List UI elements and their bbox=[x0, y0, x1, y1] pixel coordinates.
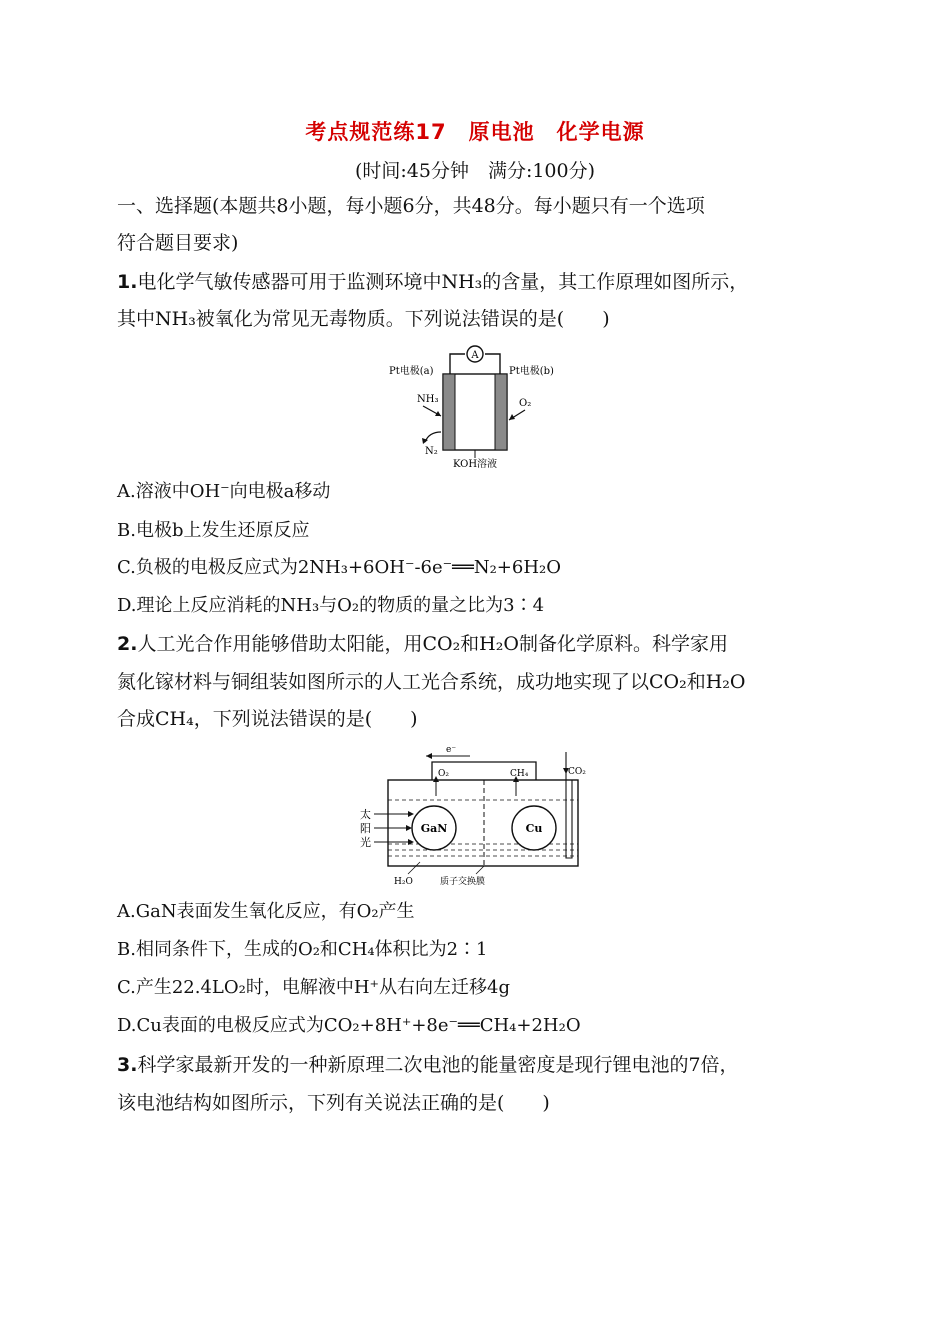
section-heading-line2: 符合题目要求) bbox=[117, 232, 239, 254]
question-1-option-c: C.负极的电极反应式为2NH₃+6OH⁻-6e⁻══N₂+6H₂O bbox=[117, 557, 561, 578]
electrode-b-label: Pt电极(b) bbox=[509, 366, 554, 377]
question-1-stem-text1: 电化学气敏传感器可用于监测环境中NH₃的含量，其工作原理如图所示， bbox=[137, 271, 749, 293]
o2-product-label: O₂ bbox=[438, 769, 449, 779]
koh-label: KOH溶液 bbox=[452, 459, 498, 470]
sensor-diagram bbox=[385, 340, 565, 470]
question-3-stem-line1 bbox=[117, 1053, 739, 1077]
sunlight-char-1: 太 bbox=[360, 808, 371, 821]
page-title: 考点规范练17 原电池 化学电源 bbox=[305, 120, 645, 144]
gan-label: GaN bbox=[420, 822, 448, 835]
question-1-option-d: D.理论上反应消耗的NH₃与O₂的物质的量之比为3∶4 bbox=[117, 595, 545, 616]
co2-label: CO₂ bbox=[568, 767, 586, 777]
h2o-label: H₂O bbox=[394, 877, 413, 887]
sunlight-char-3: 光 bbox=[360, 836, 371, 849]
sunlight-char-2: 阳 bbox=[360, 822, 371, 835]
photosynthesis-diagram bbox=[358, 740, 598, 888]
question-2-option-d: D.Cu表面的电极反应式为CO₂+8H⁺+8e⁻══CH₄+2H₂O bbox=[117, 1015, 581, 1036]
question-3-stem-text1: 科学家最新开发的一种新原理二次电池的能量密度是现行锂电池的7倍， bbox=[137, 1054, 739, 1076]
n2-arrow bbox=[425, 432, 441, 442]
question-2-stem-text1: 人工光合作用能够借助太阳能，用CO₂和H₂O制备化学原料。科学家用 bbox=[137, 633, 728, 655]
question-1-number: 1. bbox=[117, 271, 138, 293]
question-3-number: 3. bbox=[117, 1054, 138, 1076]
question-2-option-c: C.产生22.4LO₂时，电解液中H⁺从右向左迁移4g bbox=[117, 977, 511, 998]
question-1-stem-line2: 其中NH₃被氧化为常见无毒物质。下列说法错误的是( ) bbox=[117, 308, 610, 330]
ammeter-label: A bbox=[471, 350, 479, 361]
cu-label: Cu bbox=[525, 822, 543, 835]
circuit-wire-right bbox=[485, 354, 500, 376]
membrane-label: 质子交换膜 bbox=[440, 877, 486, 887]
question-1-stem-line1 bbox=[117, 270, 748, 294]
o2-label: O₂ bbox=[519, 398, 532, 409]
question-2-number: 2. bbox=[117, 633, 138, 655]
question-3-stem-line2: 该电池结构如图所示，下列有关说法正确的是( ) bbox=[117, 1092, 550, 1114]
question-2-stem-line1 bbox=[117, 632, 728, 656]
electron-label: e⁻ bbox=[446, 745, 457, 755]
ch4-product-label: CH₄ bbox=[510, 769, 529, 779]
question-2-stem-line3: 合成CH₄，下列说法错误的是( ) bbox=[117, 708, 418, 730]
section-heading-line1: 一、选择题(本题共8小题，每小题6分，共48分。每小题只有一个选项 bbox=[117, 195, 705, 217]
question-2-stem-line2: 氮化镓材料与铜组装如图所示的人工光合系统，成功地实现了以CO₂和H₂O bbox=[117, 671, 746, 693]
electrode-a bbox=[443, 374, 455, 450]
nh3-label: NH₃ bbox=[417, 394, 439, 405]
question-1-option-b: B.电极b上发生还原反应 bbox=[117, 520, 310, 541]
question-2-option-a: A.GaN表面发生氧化反应，有O₂产生 bbox=[117, 901, 415, 922]
question-2-option-b: B.相同条件下，生成的O₂和CH₄体积比为2∶1 bbox=[117, 939, 488, 960]
question-1-option-a: A.溶液中OH⁻向电极a移动 bbox=[117, 481, 331, 502]
electrode-b bbox=[495, 374, 507, 450]
circuit-wire-left bbox=[450, 354, 465, 376]
page-subtitle: (时间:45分钟 满分:100分) bbox=[354, 160, 596, 182]
electrode-a-label: Pt电极(a) bbox=[389, 366, 434, 377]
n2-label: N₂ bbox=[425, 446, 438, 457]
